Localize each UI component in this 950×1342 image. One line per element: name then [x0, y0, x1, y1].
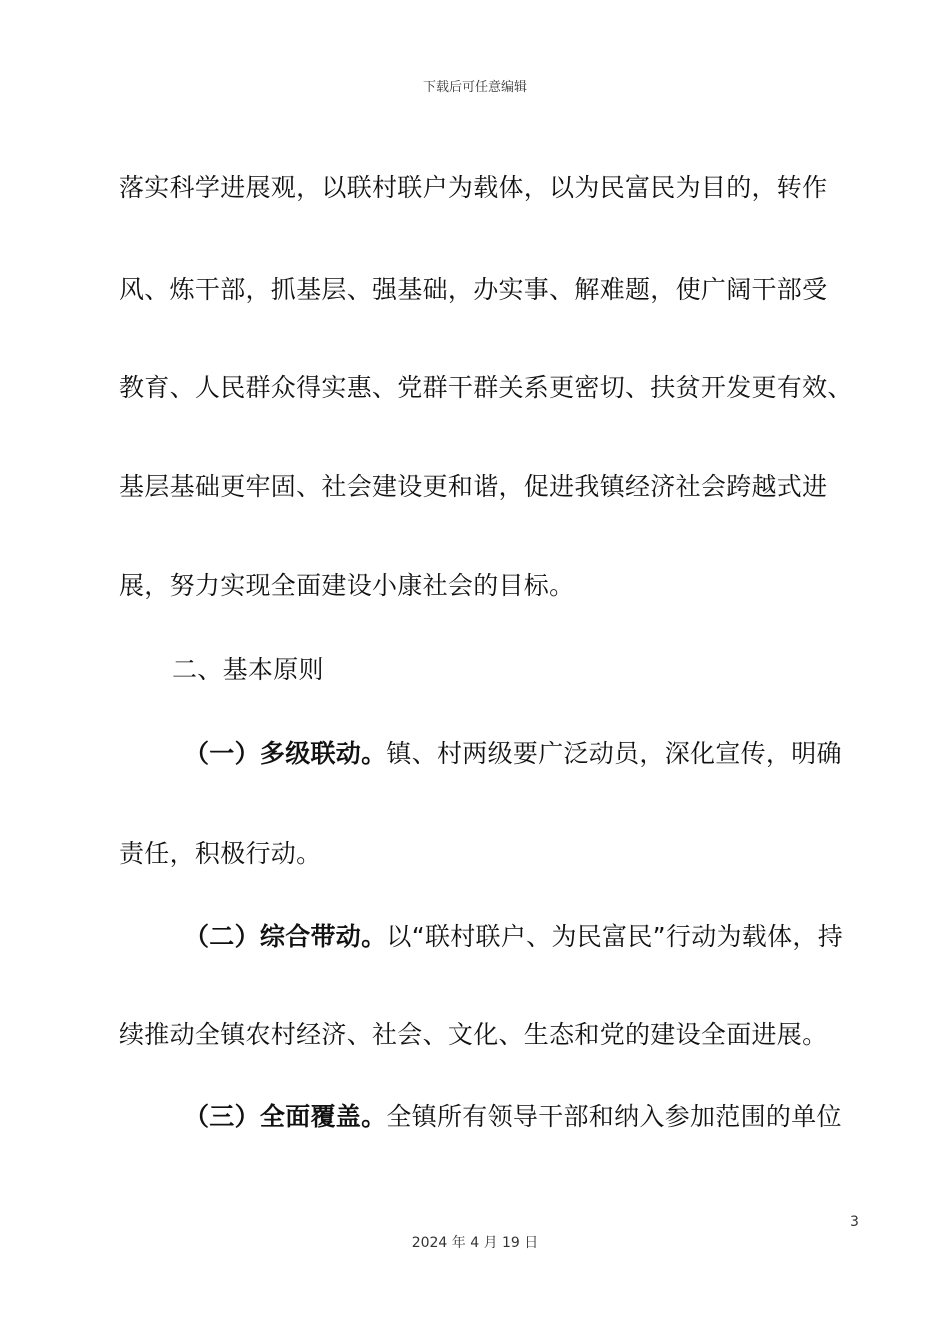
footer-date: 2024 年 4 月 19 日: [411, 1235, 539, 1251]
principle-2-text: 以“联村联户、为民富民”行动为载体，持: [386, 922, 844, 951]
principle-3: [184, 1101, 842, 1133]
principle-1-text: 镇、村两级要广泛动员，深化宣传，明确: [386, 739, 842, 768]
principle-3-title: （三）全面覆盖。: [184, 1102, 387, 1131]
principle-3-text: 全镇所有领导干部和纳入参加范围的单位: [386, 1102, 842, 1131]
body-line-2: 风、炼干部，抓基层、强基础，办实事、解难题，使广阔干部受: [119, 275, 828, 304]
principle-2-continued: 续推动全镇农村经济、社会、文化、生态和党的建设全面进展。: [119, 1020, 828, 1049]
principle-1-continued: 责任，积极行动。: [119, 839, 322, 868]
section-heading: 二、基本原则: [172, 655, 324, 684]
body-line-3: 教育、人民群众得实惠、党群干群关系更密切、扶贫开发更有效、: [119, 373, 853, 402]
page-number: 3: [850, 1214, 859, 1230]
principle-2-title: （二）综合带动。: [184, 922, 387, 951]
principle-1-title: （一）多级联动。: [184, 739, 387, 768]
body-line-4: 基层基础更牢固、社会建设更和谐，促进我镇经济社会跨越式进: [119, 472, 828, 501]
body-line-5: 展，努力实现全面建设小康社会的目标。: [119, 571, 575, 600]
principle-1: [184, 738, 842, 770]
body-line-1: 落实科学进展观，以联村联户为载体，以为民富民为目的，转作: [119, 173, 828, 202]
principle-2: [184, 921, 843, 953]
page-header: 下载后可任意编辑: [422, 80, 527, 95]
